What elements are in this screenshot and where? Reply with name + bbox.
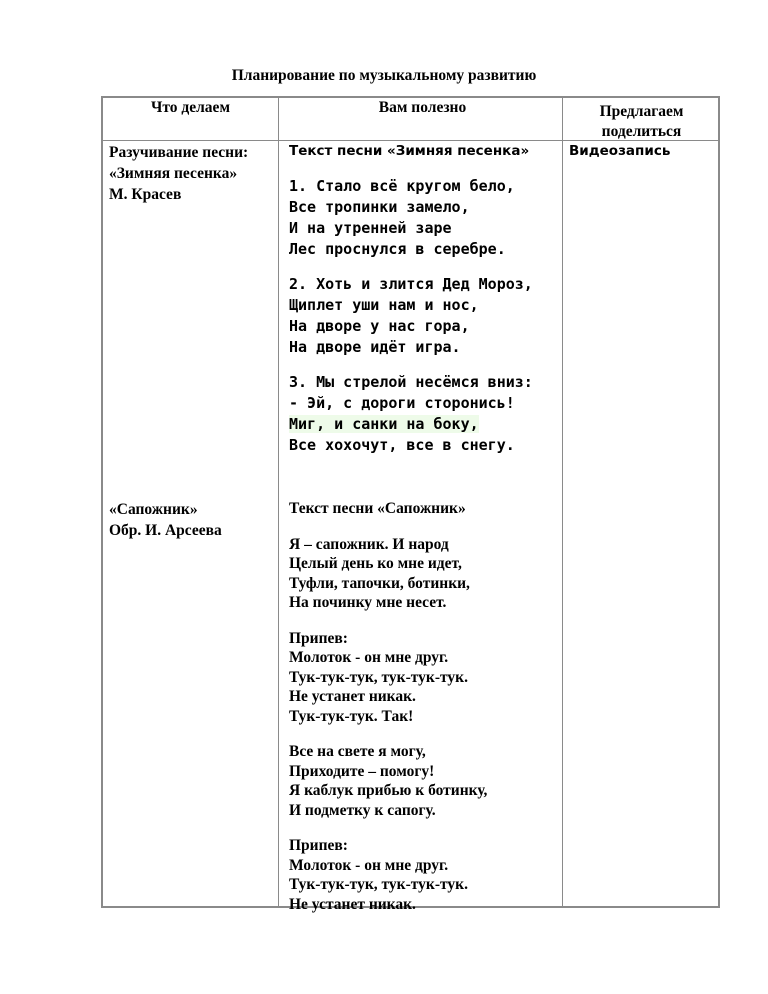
lyric-line: И на утренней заре	[289, 218, 452, 237]
lyric-line: Не устанет никак.	[289, 688, 416, 705]
lyric-line: Припев:	[289, 837, 348, 854]
lyric-line: Молоток - он мне друг.	[289, 856, 449, 874]
header-what-cell	[103, 98, 279, 141]
lyric-line: Тук-тук-тук. Так!	[289, 707, 414, 725]
lyric-line: Лес проснулся в серебре.	[289, 239, 506, 258]
lyric-line: Тук-тук-тук, тук-тук-тук.	[289, 876, 468, 893]
header-useful: Вам полезно	[378, 99, 467, 116]
row1-useful	[279, 141, 563, 499]
row2-share-cell	[563, 499, 718, 906]
row2-chorus-2	[289, 836, 556, 914]
highlighted-lyric-line: Миг, и санки на боку,	[289, 414, 479, 433]
row2-useful-title: Текст песни «Сапожник»	[289, 500, 466, 517]
plan-table	[101, 96, 720, 913]
lyric-line: Я – сапожник. И народ	[289, 535, 449, 553]
row1-what	[103, 141, 279, 499]
row-text: «Сапожник»	[109, 501, 198, 518]
row1-share: Видеозапись	[569, 143, 671, 159]
lyric-line: Все на свете я могу,	[289, 743, 426, 760]
row2-useful	[279, 499, 563, 913]
lyric-line: Приходите – помогу!	[289, 762, 435, 780]
lyric-line: 1. Стало всё кругом бело,	[289, 176, 515, 195]
row1-share-cell	[563, 141, 718, 499]
row-text: Разучивание песни:	[109, 144, 249, 161]
row-text: М. Красев	[109, 186, 182, 203]
row2-what	[103, 499, 279, 906]
row2-verse-1	[289, 535, 556, 613]
lyric-line: Тук-тук-тук, тук-тук-тук.	[289, 668, 468, 686]
lyric-line: На дворе идёт игра.	[289, 337, 461, 356]
lyric-line: Не устанет никак.	[289, 895, 416, 913]
row-text: «Зимняя песенка»	[109, 165, 238, 182]
lyric-line: Припев:	[289, 629, 348, 647]
lyric-line: Все хохочут, все в снегу.	[289, 435, 515, 454]
page-title: Планирование по музыкальному развитию	[231, 67, 537, 84]
row-text: Обр. И. Арсеева	[109, 522, 222, 539]
header-share-line: Предлагаем	[599, 103, 684, 120]
row1-verse-3	[289, 372, 556, 456]
lyric-line: 2. Хоть и злится Дед Мороз,	[289, 274, 533, 293]
lyric-line: И подметку к сапогу.	[289, 801, 436, 819]
lyric-line: Щиплет уши нам и нос,	[289, 295, 479, 314]
row2-chorus-1	[289, 629, 556, 727]
header-what: Что делаем	[150, 99, 230, 116]
lyric-line: Все тропинки замело,	[289, 197, 470, 216]
header-share	[563, 98, 718, 141]
lyric-line: Туфли, тапочки, ботинки,	[289, 574, 470, 592]
row1-useful-title: Текст песни «Зимняя песенка»	[289, 143, 530, 159]
lyric-line: Я каблук прибью к ботинку,	[289, 782, 488, 799]
lyric-line: Молоток - он мне друг.	[289, 649, 449, 666]
lyric-line: 3. Мы стрелой несёмся вниз:	[289, 372, 533, 391]
row2-verse-2	[289, 742, 556, 820]
lyric-line: - Эй, с дороги сторонись!	[289, 393, 515, 412]
lyric-line: На починку мне несет.	[289, 594, 447, 611]
row1-verse-2	[289, 274, 556, 358]
lyric-line: Целый день ко мне идет,	[289, 555, 462, 572]
header-share-line: поделиться	[601, 122, 682, 140]
row1-verse-1	[289, 176, 556, 260]
lyric-line: На дворе у нас гора,	[289, 316, 470, 335]
header-useful-cell	[279, 98, 563, 141]
